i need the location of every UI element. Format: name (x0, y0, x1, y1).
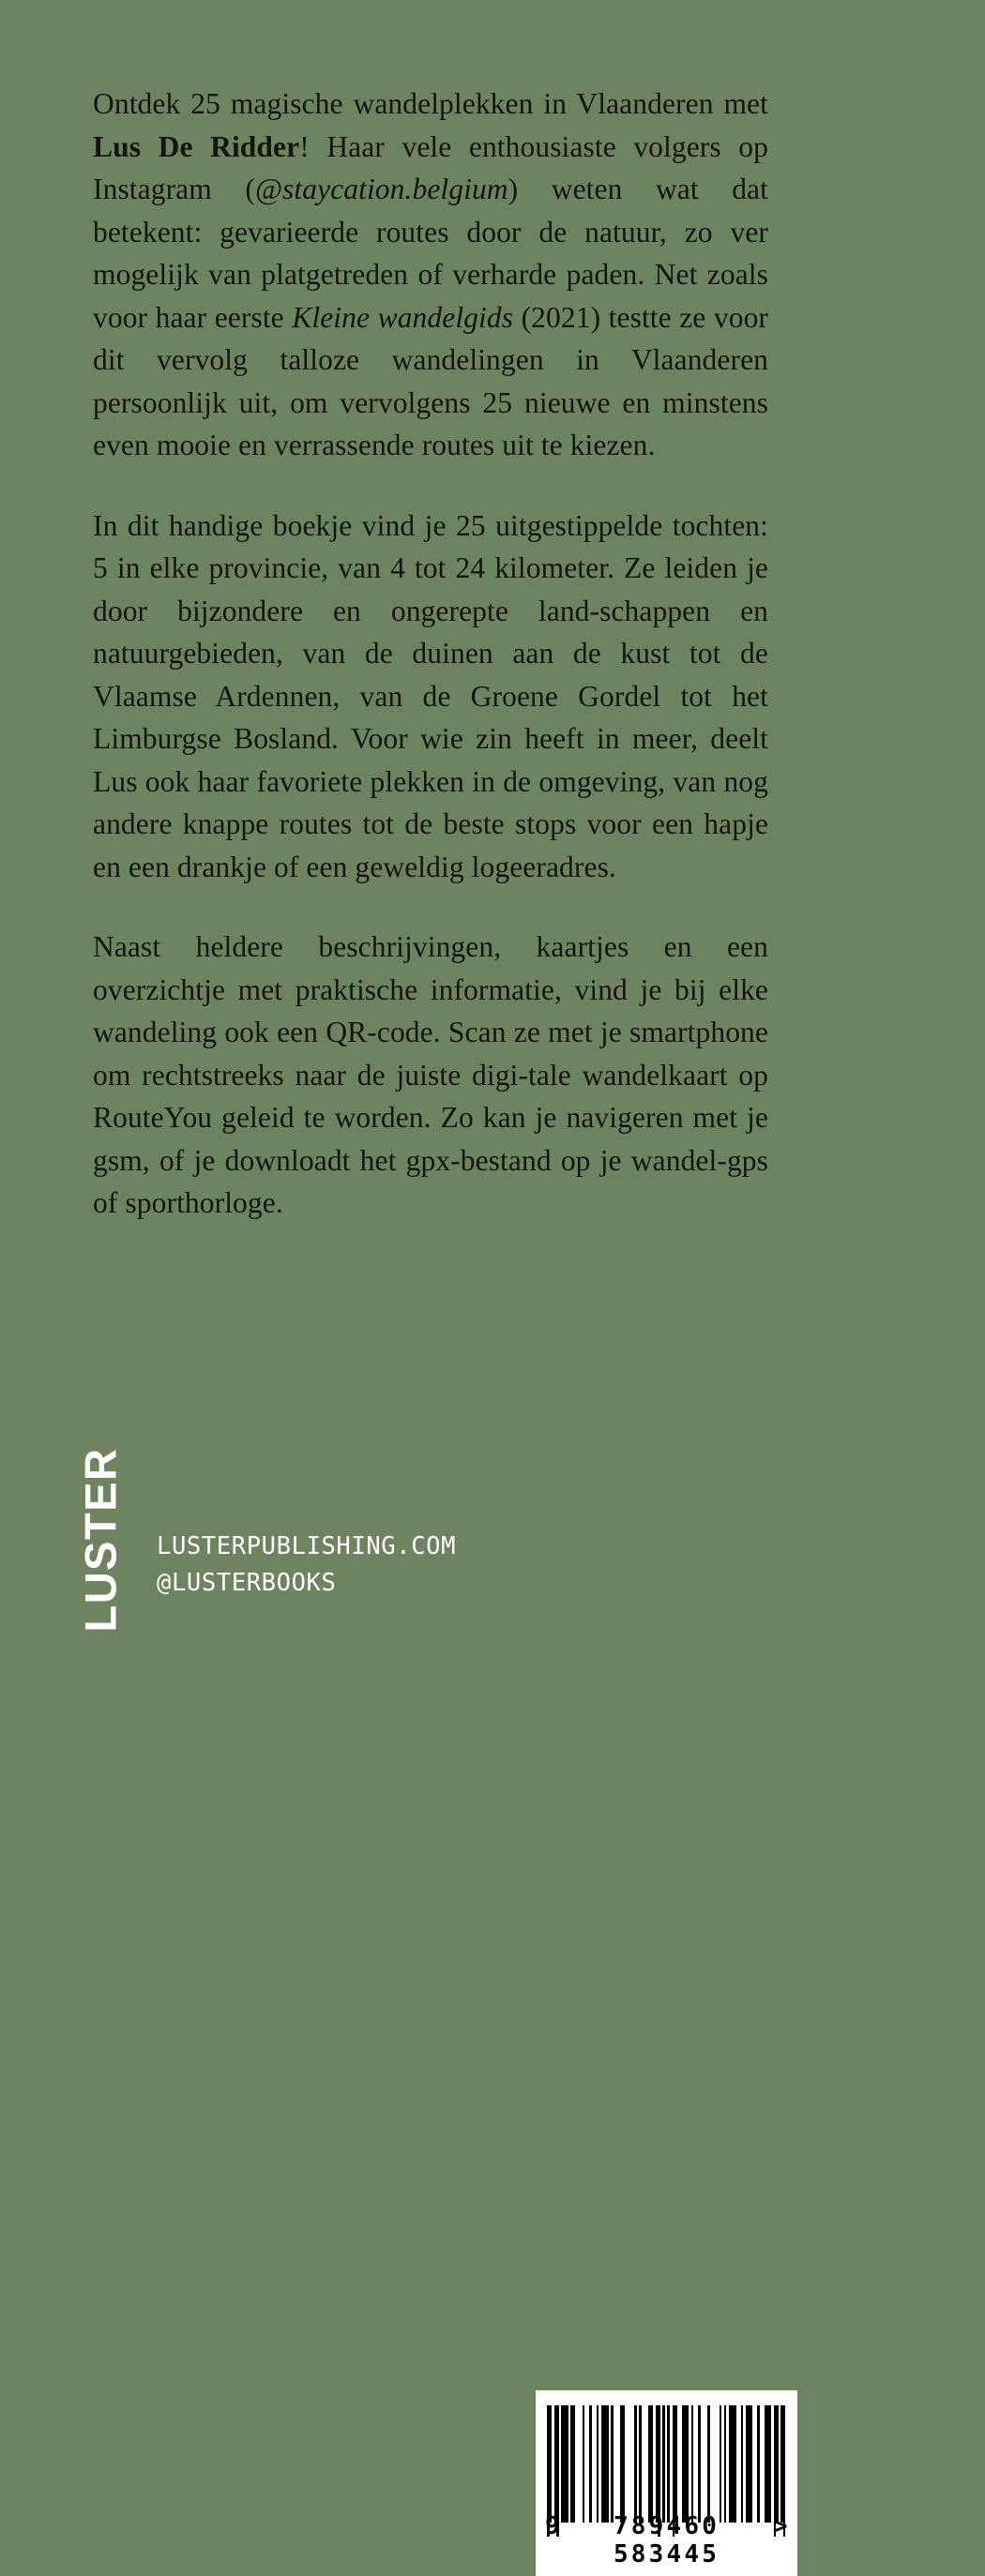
publisher-social-handle: @LUSTERBOOKS (157, 1569, 337, 1597)
barcode-main-digits: 789460 583445 (613, 2512, 720, 2568)
publisher-imprint (157, 1529, 456, 1602)
blurb-paragraph-1: Ontdek 25 magische wandelplekken in Vlaanderen met Lus De Ridder! Haar vele enthousiaste volgers op Instagram (@staycation.belgium) weten wat dat betekent: gevarieerde routes door de natuur, zo ver mogelijk van platgetreden of verharde paden. Net zoals voor haar eerste Kleine wandelgids (2021) testte ze voor dit vervolg talloze wandelingen in Vlaanderen persoonlijk uit, om vervolgens 25 nieuwe en minstens even mooie en verrassende routes uit te kiezen. (93, 87, 769, 461)
barcode-digits (536, 2512, 797, 2568)
publisher-website: LUSTERPUBLISHING.COM (157, 1532, 457, 1560)
luster-logo (75, 1447, 126, 1633)
isbn-barcode (536, 2390, 797, 2576)
blurb-paragraph-2: In dit handige boekje vind je 25 uitgestippelde tochten: 5 in elke provincie, van 4 tot 24 kilometer. Ze leiden je door bijzondere en ongerepte land-schappen en natuurgebieden, van de duinen aan de kust tot de Vlaamse Ardennen, van de Groene Gordel tot het Limburgse Bosland. Voor wie zin heeft in meer, deelt Lus ook haar favoriete plekken in de omgeving, van nog andere knappe routes tot de beste stops voor een hapje en een drankje of een geweldig logeeradres. (93, 508, 768, 883)
cover-footer (0, 1163, 985, 2568)
blurb-paragraph-3: Naast heldere beschrijvingen, kaartjes en een overzichtje met praktische informatie, vind je bij elke wandeling ook een QR-code. Scan ze met je smartphone om rechtstreeks naar de juiste digi-tale wandelkaart op RouteYou geleid te worden. Zo kan je navigeren met je gsm, of je downloadt het gpx-bestand op je wandel-gps of sporthorloge. (93, 930, 768, 1219)
barcode-lead-digit: 9 (545, 2512, 561, 2540)
blurb-text-block (93, 83, 768, 1225)
barcode-tail-symbol: > (772, 2512, 788, 2540)
luster-logo-text: LUSTER (75, 1447, 126, 1633)
